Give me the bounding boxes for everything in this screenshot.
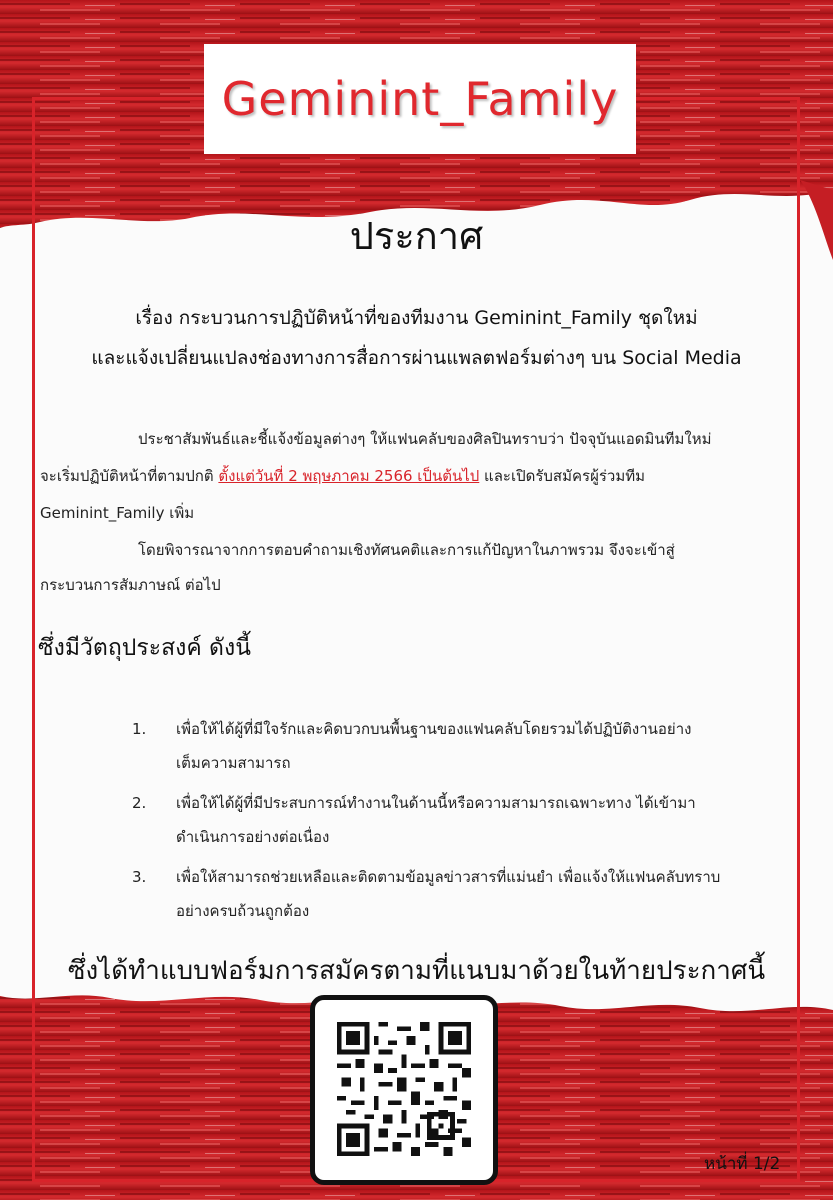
paragraph-1-line-1: ประชาสัมพันธ์และชี้แจ้งข้อมูลต่างๆ ให้แฟนคลับของศิลปินทราบว่า ปัจจุบันแอดมินทีมใหม่ bbox=[138, 430, 712, 448]
objective-number: 3. bbox=[132, 868, 147, 886]
subject-line-1: เรื่อง กระบวนการปฏิบัติหน้าที่ของทีมงาน Geminint_Family ชุดใหม่ bbox=[135, 307, 698, 329]
objective-number: 2. bbox=[132, 794, 147, 812]
subject-line-2: และแจ้งเปลี่ยนแปลงช่องทางการสื่อการผ่านแพลตฟอร์มต่างๆ บน Social Media bbox=[91, 347, 742, 369]
start-date-highlight: ตั้งแต่วันที่ 2 พฤษภาคม 2566 เป็นต้นไป bbox=[218, 467, 480, 485]
objective-text-line-1: เพื่อให้สามารถช่วยเหลือและติดตามข้อมูลข่าวสารที่แม่นยำ เพื่อแจ้งให้แฟนคลับทราบ bbox=[176, 868, 721, 886]
title-box bbox=[204, 44, 636, 154]
objective-text-line-1: เพื่อให้ได้ผู้ที่มีใจรักและคิดบวกบนพื้นฐานของแฟนคลับโดยรวมได้ปฏิบัติงานอย่าง bbox=[176, 720, 692, 738]
closing-statement: ซึ่งได้ทำแบบฟอร์มการสมัครตามที่แนบมาด้วยในท้ายประกาศนี้ bbox=[67, 956, 766, 986]
paragraph-2-line-1: โดยพิจารณาจากการตอบคำถามเชิงทัศนคติและการแก้ปัญหาในภาพรวม จึงจะเข้าสู่ bbox=[138, 541, 675, 559]
page-number: หน้าที่ 1/2 bbox=[704, 1154, 781, 1174]
objective-item bbox=[132, 712, 797, 780]
objective-text-line-2: อย่างครบถ้วนถูกต้อง bbox=[176, 902, 310, 920]
qr-code-icon[interactable] bbox=[337, 1022, 471, 1156]
objective-text-line-2: ดำเนินการอย่างต่อเนื่อง bbox=[176, 828, 330, 846]
objective-number: 1. bbox=[132, 720, 147, 738]
paragraph-1-line-2-end: และเปิดรับสมัครผู้ร่วมทีม bbox=[479, 467, 645, 485]
paragraph-1-line-2 bbox=[40, 459, 792, 493]
announcement-heading: ประกาศ bbox=[349, 214, 484, 258]
objective-item bbox=[132, 786, 797, 854]
paragraph-1-line-2-start: จะเริ่มปฏิบัติหน้าที่ตามปกติ bbox=[40, 467, 219, 485]
paragraph-2-line-2: กระบวนการสัมภาษณ์ ต่อไป bbox=[40, 576, 221, 594]
objective-item bbox=[132, 860, 797, 928]
objective-text-line-2: เต็มความสามารถ bbox=[176, 754, 291, 772]
page-title: Geminint_Family bbox=[221, 72, 619, 126]
qr-code-card[interactable] bbox=[310, 995, 498, 1185]
paragraph-1-line-3: Geminint_Family เพิ่ม bbox=[40, 504, 195, 522]
objectives-heading: ซึ่งมีวัตถุประสงค์ ดังนี้ bbox=[38, 635, 251, 661]
objective-text-line-1: เพื่อให้ได้ผู้ที่มีประสบการณ์ทำงานในด้านนี้หรือความสามารถเฉพาะทาง ได้เข้ามา bbox=[176, 794, 696, 812]
